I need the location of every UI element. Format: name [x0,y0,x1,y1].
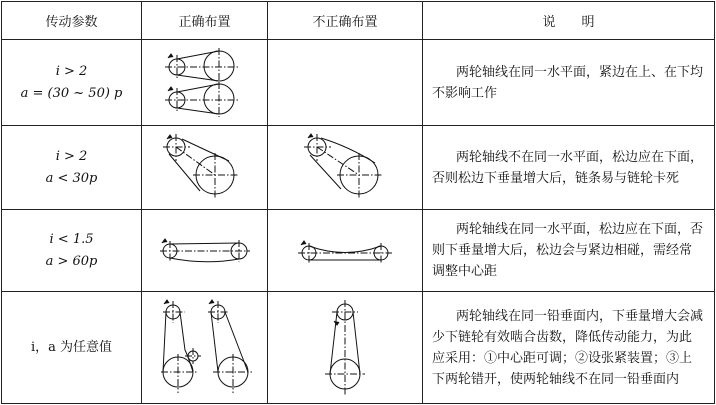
param-line: a > 60p [45,253,98,269]
param-line: i < 1.5 [49,231,94,247]
param-line: a = (30 ~ 50) p [20,85,123,101]
figure-incorrect [268,126,423,210]
chain-drive-diagram [295,231,395,271]
chain-drive-diagram [310,298,380,398]
figure-correct [142,292,268,404]
chain-layout-table [1,1,715,404]
chain-drive-diagram [160,133,250,203]
param-cell [2,126,142,210]
figure-correct [142,126,268,210]
chain-drive-diagram [295,133,395,203]
table-row [2,40,715,126]
table-row [2,292,715,404]
header-correct: 正确布置 [142,2,268,40]
note-cell: 两轮轴线在同一水平面，紧边在上、在下均不影响工作 [423,40,715,126]
header-row [2,2,715,40]
header-note: 说 明 [423,2,715,40]
param-line: i，a 为任意值 [30,339,113,355]
chain-drive-diagram [160,48,250,118]
note-cell: 两轮轴线在同一水平面，松边应在下面，否则下垂量增大后，松边会与紧边相碰，需经常调整中心距 [423,210,715,292]
param-cell [2,292,142,404]
table-row [2,210,715,292]
figure-incorrect [268,292,423,404]
header-incorrect: 不正确布置 [268,2,423,40]
param-cell [2,210,142,292]
param-cell [2,40,142,126]
table-row [2,126,715,210]
figure-correct [142,210,268,292]
figure-incorrect-empty [268,40,423,126]
chain-drive-diagram [155,298,255,398]
note-cell: 两轮轴线不在同一水平面，松边应在下面，否则松边下垂量增大后，链条易与链轮卡死 [423,126,715,210]
param-line: i > 2 [55,148,88,164]
header-params: 传动参数 [2,2,142,40]
figure-correct [142,40,268,126]
figure-incorrect [268,210,423,292]
note-cell: 两轮轴线在同一铅垂面内，下垂量增大会减少下链轮有效啮合齿数，降低传动能力，为此应采用：①中心距可调；②设张紧装置；③上下两轮错开，使两轮轴线不在同一铅垂面内 [423,292,715,404]
chain-drive-diagram [157,231,253,271]
param-line: a < 30p [45,170,98,186]
param-line: i > 2 [55,63,88,79]
